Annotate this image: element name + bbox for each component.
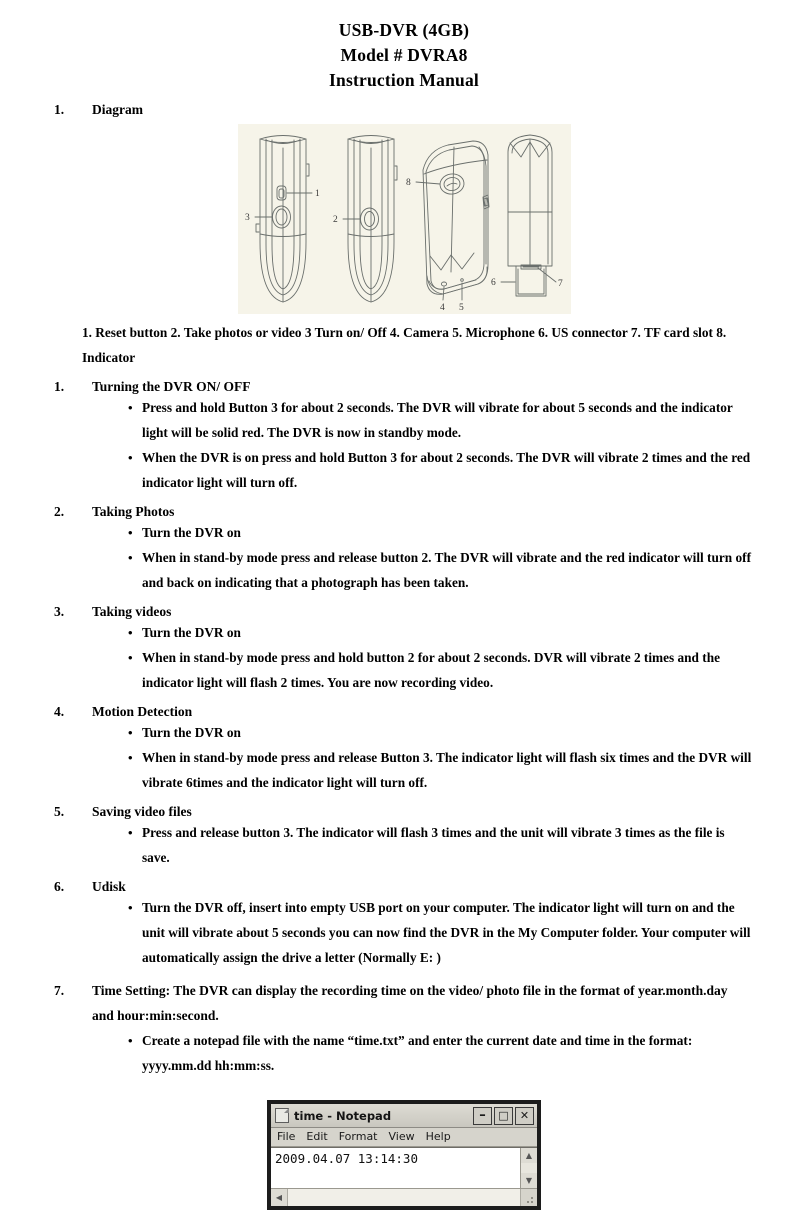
bullet-item: • When in stand-by mode press and hold button 2 for about 2 seconds. DVR will vibrate 2 times and the indicator light will flash 2 times. You are now recording video.: [128, 645, 753, 695]
section-heading: [0, 803, 808, 820]
instruction-section: [0, 878, 808, 970]
minimize-icon: –: [479, 1107, 486, 1123]
section-heading: [0, 703, 808, 720]
close-button[interactable]: [515, 1107, 534, 1125]
minimize-button[interactable]: [473, 1107, 492, 1125]
diagram-heading-number: 1.: [54, 102, 65, 117]
notepad-text-area[interactable]: 2009.04.07 13:14:30: [271, 1148, 520, 1188]
notepad-window-title: time - Notepad: [294, 1108, 392, 1123]
bullet-item: • Turn the DVR on: [128, 620, 753, 645]
callout-label-7: 7: [557, 279, 563, 289]
notepad-screenshot-container: [0, 1100, 808, 1210]
notepad-window: [267, 1100, 541, 1210]
callout-label-8: 8: [405, 178, 411, 188]
section-title: Motion Detection: [92, 704, 193, 719]
instruction-section: [0, 978, 808, 1078]
document-title: [0, 0, 808, 93]
section-heading: [0, 878, 808, 895]
horizontal-scroll-trough[interactable]: [287, 1189, 521, 1206]
title-line-1: USB-DVR (4GB): [338, 20, 470, 40]
instruction-section: [0, 803, 808, 870]
section-title: Udisk: [92, 879, 126, 894]
notepad-menubar: [271, 1128, 537, 1147]
callout-label-4: 4: [439, 303, 445, 313]
callout-label-1: 1: [314, 189, 320, 199]
section-number: 5.: [54, 804, 65, 819]
section-number: 6.: [54, 879, 65, 894]
instruction-sections: [0, 378, 808, 1078]
notepad-body: [271, 1147, 537, 1188]
section-heading: [0, 603, 808, 620]
menu-item-help[interactable]: Help: [425, 1130, 451, 1143]
menu-item-edit[interactable]: Edit: [306, 1130, 328, 1143]
maximize-icon: □: [498, 1109, 509, 1122]
document-icon: [275, 1108, 289, 1123]
section-heading: [0, 378, 808, 395]
section-heading: [0, 503, 808, 520]
section-number: 7.: [54, 983, 65, 998]
section-title: Time Setting: The DVR can display the recording time on the video/ photo file in the format of year.month.day and hour:min:second.: [92, 983, 728, 1023]
menu-item-file[interactable]: File: [277, 1130, 296, 1143]
section-number: 3.: [54, 604, 65, 619]
section-title: Turning the DVR ON/ OFF: [92, 379, 251, 394]
section-bullet-list: [0, 1028, 808, 1078]
bullet-item: • When in stand-by mode press and release button 2. The DVR will vibrate and the red indicator will turn off and back on indicating that a photograph has been taken.: [128, 545, 753, 595]
section-bullet-list: [0, 620, 808, 695]
device-diagram-container: [0, 124, 808, 314]
callout-label-6: 6: [490, 278, 496, 288]
section-heading: [0, 978, 808, 1028]
horizontal-scrollbar[interactable]: [271, 1188, 537, 1206]
device-diagram-image: [238, 124, 571, 314]
section-title: Taking Photos: [92, 504, 175, 519]
scroll-up-icon[interactable]: ▲: [521, 1148, 537, 1163]
close-icon: ✕: [519, 1109, 530, 1122]
window-controls: [473, 1107, 534, 1125]
callout-label-5: 5: [458, 303, 464, 313]
bullet-item: • Create a notepad file with the name “time.txt” and enter the current date and time in the format: yyyy.mm.dd hh:mm:ss.: [128, 1028, 753, 1078]
title-line-3: Instruction Manual: [329, 70, 479, 90]
bullet-item: • Turn the DVR on: [128, 720, 753, 745]
section-number: 2.: [54, 504, 65, 519]
scroll-left-icon[interactable]: ◀: [271, 1189, 287, 1206]
section-bullet-list: [0, 720, 808, 795]
section-bullet-list: [0, 820, 808, 870]
section-bullet-list: [0, 895, 808, 970]
instruction-section: [0, 503, 808, 595]
callout-label-2: 2: [332, 215, 338, 225]
resize-grip-icon[interactable]: [521, 1189, 537, 1206]
title-line-2: Model # DVRA8: [340, 45, 468, 65]
instruction-section: [0, 378, 808, 495]
menu-item-view[interactable]: View: [388, 1130, 415, 1143]
diagram-heading: [0, 101, 808, 118]
section-bullet-list: [0, 520, 808, 595]
section-number: 1.: [54, 379, 65, 394]
menu-item-format[interactable]: Format: [338, 1130, 378, 1143]
section-number: 4.: [54, 704, 65, 719]
section-diagram: [0, 101, 808, 370]
section-bullet-list: [0, 395, 808, 495]
diagram-legend: 1. Reset button 2. Take photos or video 3 Turn on/ Off 4. Camera 5. Microphone 6. US connector 7. TF card slot 8. Indicator: [82, 325, 727, 365]
callout-label-3: 3: [244, 213, 250, 223]
maximize-button[interactable]: [494, 1107, 513, 1125]
bullet-item: • Turn the DVR off, insert into empty USB port on your computer. The indicator light will turn on and the unit will vibrate about 5 seconds you can now find the DVR in the My Computer folder. Your computer will automatically assign the drive a letter (Normally E: ): [128, 895, 753, 970]
bullet-item: • Press and hold Button 3 for about 2 seconds. The DVR will vibrate for about 5 seconds and the indicator light will be solid red. The DVR is now in standby mode.: [128, 395, 753, 445]
bullet-item: • When in stand-by mode press and release Button 3. The indicator light will flash six times and the DVR will vibrate 6times and the indicator light will turn off.: [128, 745, 753, 795]
section-title: Saving video files: [92, 804, 192, 819]
instruction-section: [0, 603, 808, 695]
bullet-item: • Press and release button 3. The indicator will flash 3 times and the unit will vibrate 3 times as the file is save.: [128, 820, 753, 870]
vertical-scrollbar[interactable]: [520, 1148, 537, 1188]
diagram-heading-title: Diagram: [92, 102, 143, 117]
bullet-item: • Turn the DVR on: [128, 520, 753, 545]
notepad-titlebar: [271, 1104, 537, 1128]
bullet-item: • When the DVR is on press and hold Button 3 for about 2 seconds. The DVR will vibrate 2 times and the red indicator light will turn off.: [128, 445, 753, 495]
instruction-section: [0, 703, 808, 795]
scroll-down-icon[interactable]: ▼: [521, 1173, 537, 1188]
section-title: Taking videos: [92, 604, 172, 619]
